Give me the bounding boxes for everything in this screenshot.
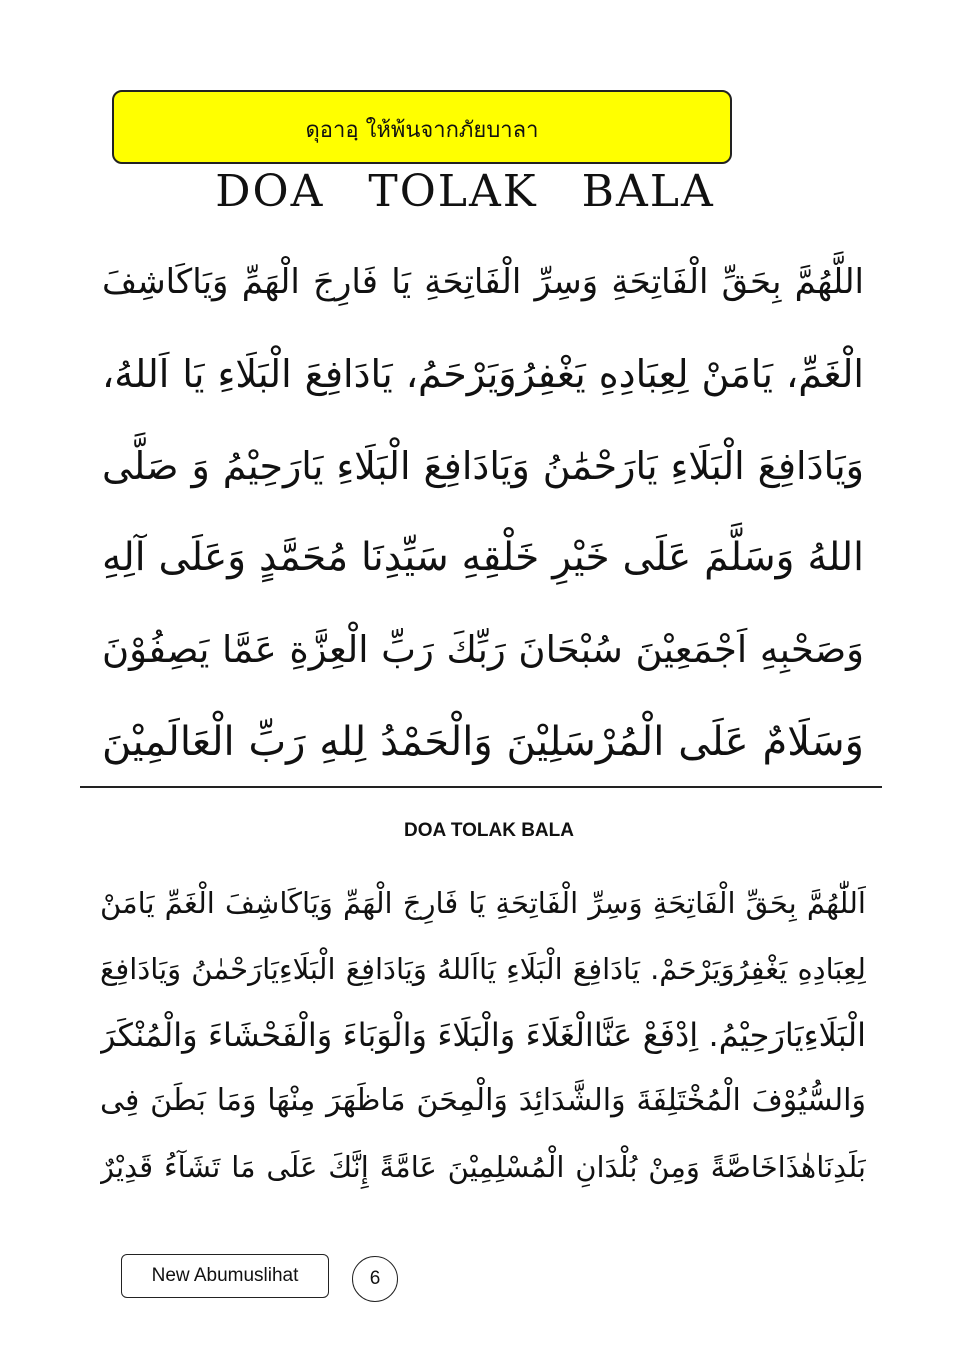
arabic-line: اَللّٰهُمَّ بِحَقِّ الْفَاتِحَةِ وَسِرِّ الْفَاتِحَةِ يَا فَارِجَ الْهَمِّ وَيَاكَاشِفَ الْغَمِّ يَامَنْ <box>100 886 866 920</box>
arabic-line: وَالسُّيُوْفَ الْمُخْتَلِفَةَ وَالشَّدَائِدَ وَالْمِحَنَ مَاظَهَرَ مِنْهَا وَمَا بَطَنَ فِى <box>100 1083 866 1118</box>
thai-title-text: ดุอาอฺ ให้พ้นจากภัยบาลา <box>305 118 539 143</box>
main-title: DOA TOLAK BALA <box>215 166 715 217</box>
page-number: 6 <box>352 1256 398 1302</box>
arabic-prayer-large <box>102 236 864 788</box>
thai-title-banner <box>112 90 732 164</box>
arabic-line: وَصَحْبِهِ اَجْمَعِيْنَ سُبْحَانَ رَبِّكَ رَبِّ الْعِزَّةِ عَمَّا يَصِفُوْنَ <box>102 628 864 671</box>
arabic-line: الْغَمِّ، يَامَنْ لِعِبَادِهِ يَغْفِرُوَيَرْحَمُ، يَادَافِعَ الْبَلَاءِ يَا اَللهُ، <box>102 352 864 396</box>
section-title: DOA TOLAK BALA <box>404 820 574 841</box>
arabic-line: اللهُ وَسَلَّمَ عَلَى خَيْرِ خَلْقِهِ سَيِّدِنَا مُحَمَّدٍ وَعَلَى آلِهِ <box>102 535 864 580</box>
arabic-line: بَلَدِنَاهٰذَاخَاصَّةً وَمِنْ بُلْدَانِ الْمُسْلِمِيْنَ عَامَّةً إِنَّكَ عَلَى مَا تَشَآءُ قَدِيْرٌ <box>100 1150 866 1184</box>
arabic-line: وَيَادَافِعَ الْبَلَاءِ يَارَحْمَٰنُ وَيَادَافِعَ الْبَلَاءِ يَارَحِيْمُ وَ صَلَّى <box>102 444 864 488</box>
arabic-line: الْبَلَاءِيَارَحِيْمُ. اِدْفَعْ عَنَّاالْغَلَاءَ وَالْبَلَاءَ وَالْوَبَاءَ وَالْفَحْشَاءَ وَالْمُنْكَرَ <box>100 1016 866 1054</box>
author-label: New Abumuslihat <box>121 1254 329 1298</box>
arabic-line: اللَّهُمَّ بِحَقِّ الْفَاتِحَةِ وَسِرِّ الْفَاتِحَةِ يَا فَارِجَ الْهَمِّ وَيَاكَاشِفَ <box>102 262 864 302</box>
arabic-line: وَسَلَامٌ عَلَى الْمُرْسَلِيْنَ وَالْحَمْدُ لِلهِ رَبِّ الْعَالَمِيْنَ <box>102 719 864 765</box>
arabic-prayer-small <box>100 870 866 1200</box>
section-divider <box>80 786 882 788</box>
arabic-line: لِعِبَادِهِ يَغْفِرُوَيَرْحَمْ. يَادَافِعَ الْبَلَاءِ يَااَللهُ وَيَادَافِعَ الْبَلَاءِيَارَحْمٰنُ وَيَادَافِعَ <box>100 952 866 986</box>
